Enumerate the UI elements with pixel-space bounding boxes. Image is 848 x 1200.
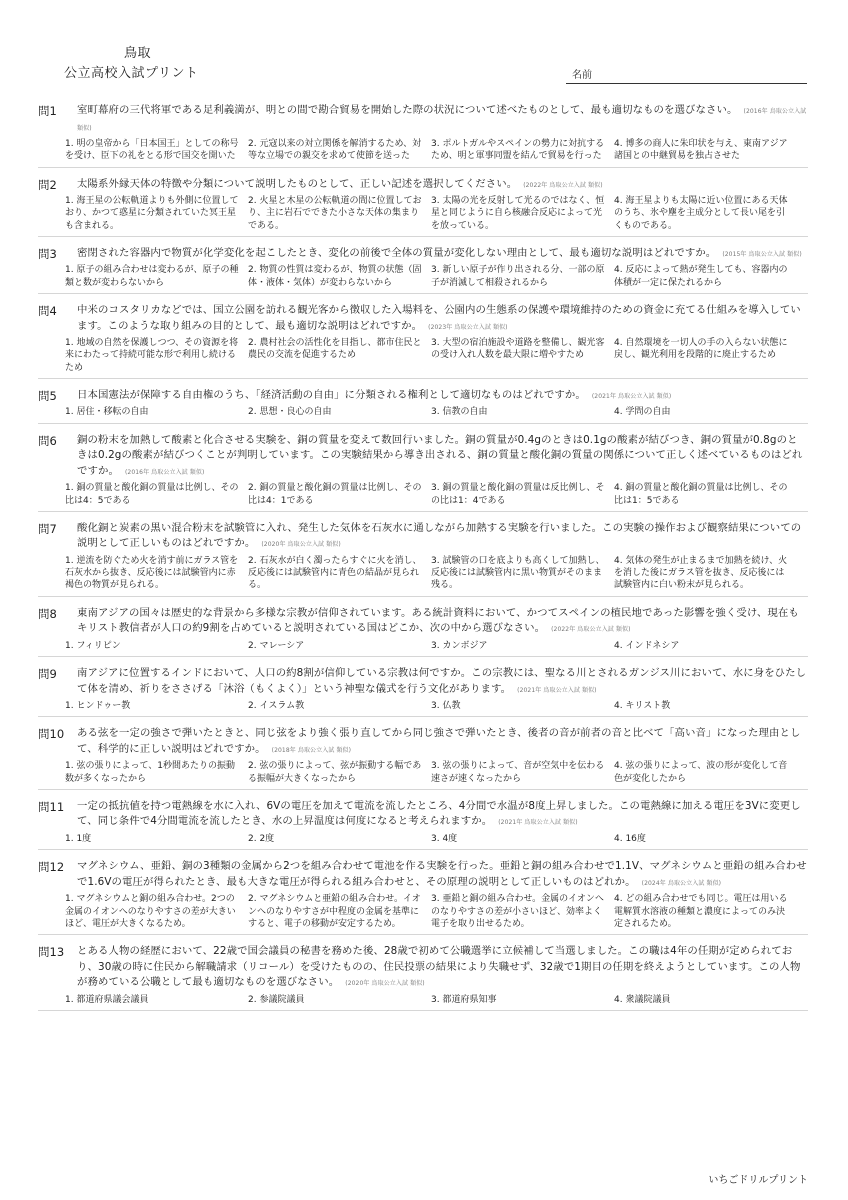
answer-choice-2: 2. 銅の質量と酸化銅の質量は比例し、その比は4：1である [248, 483, 422, 506]
question-block [38, 430, 808, 512]
answer-choice-1: 1. 1度 [65, 833, 92, 844]
choice-row [65, 482, 808, 507]
question-number: 問11 [38, 799, 65, 814]
answer-choice-4: 4. インドネシア [614, 640, 680, 651]
question-source: (2016年 鳥取公立入試 類似) [124, 468, 205, 476]
question-text: 日本国憲法が保障する自由権のうち、「経済活動の自由」に分類される権利として適切なものはどれですか。 [77, 388, 586, 401]
question-source: (2021年 鳥取公立入試 類似) [591, 392, 672, 400]
question-text-block [77, 797, 808, 831]
name-write-line [566, 83, 807, 84]
answer-choice-4: 4. 銅の質量と酸化銅の質量は比例し、その比は1：5である [614, 483, 788, 506]
title-main: 公立高校入試プリント [64, 66, 199, 81]
answer-choice-3: 3. 弦の張りによって、音が空気中を伝わる速さが速くなったから [431, 761, 605, 784]
question-number: 問1 [38, 104, 57, 118]
question-text: 一定の抵抗値を持つ電熱線を水に入れ、6Vの電圧を加えて電流を流したところ、4分間で水温が8度上昇しました。この電熱線に加える電圧を3Vに変更して、同じ条件で4分間電流を流したとき、水の上昇温度は何度になると考えられますか。 [77, 799, 801, 828]
answer-choice-4: 4. 反応によって熱が発生しても、容器内の体積が一定に保たれるから [614, 265, 788, 288]
answer-choice-4: 4. キリスト教 [614, 701, 671, 712]
question-number: 問6 [38, 433, 57, 448]
question-text-block [77, 519, 808, 553]
question-block [38, 856, 808, 935]
question-text-block [77, 244, 808, 263]
answer-choice-3: 3. 太陽の光を反射して光るのではなく、恒星と同じように自ら核融合反応によって光を放っている。 [431, 196, 605, 231]
question-source: (2016年 鳥取公立入試 類似) [77, 108, 807, 132]
choice-row [65, 700, 808, 712]
answer-choice-4: 4. 気体の発生が止まるまで加熱を続け、火を消した後にガラス管を抜き、反応後には試験管内に白い粉末が見られる。 [614, 555, 788, 591]
answer-choice-1: 1. 地域の自然を保護しつつ、その資源を将来にわたって持続可能な形で利用し続けるため [65, 338, 239, 373]
question-list [38, 100, 808, 1017]
answer-choice-2: 2. 思想・良心の自由 [248, 407, 332, 418]
question-text: 銅の粉末を加熱して酸素と化合させる実験を、銅の質量を変えて数回行いました。銅の質量が0.4gのときは0.1gの酸素が結びつき、銅の質量が0.8gのときは0.2gの酸素が結びつくことが判明しています。この実験結果から導き出される、銅の質量と酸化銅の質量の関係について正しく述べているものはどれですか。 [77, 433, 803, 477]
answer-choice-1: 1. 明の皇帝から「日本国王」としての称号を受け、臣下の礼をとる形で国交を開いた [65, 139, 239, 162]
question-text-block [77, 664, 808, 698]
answer-choice-4: 4. どの組み合わせでも同じ。電圧は用いる電解質水溶液の種類と濃度によってのみ決定されるため。 [614, 894, 788, 929]
answer-choice-3: 3. 亜鉛と銅の組み合わせ。金属のイオンへのなりやすさの差が小さいほど、効率よく電子を取り出せるため。 [431, 894, 604, 929]
question-number: 問12 [38, 860, 65, 875]
answer-choice-4: 4. 学問の自由 [614, 407, 671, 418]
question-block [38, 174, 808, 237]
answer-choice-3: 3. 仏教 [431, 701, 461, 712]
answer-choice-3: 3. 試験管の口を底よりも高くして加熱し、反応後には試験管内に黒い物質がそのまま残る。 [431, 555, 605, 591]
question-text: 酸化銅と炭素の黒い混合粉末を試験管に入れ、発生した気体を石灰水に通しながら加熱する実験を行いました。この実験の操作および観察結果についての説明として正しいものはどれですか。 [77, 521, 802, 550]
question-block [38, 100, 808, 168]
title-prefecture: 鳥取 [124, 46, 152, 61]
question-text-block [77, 431, 808, 481]
page-header [0, 0, 848, 95]
question-text: 太陽系外縁天体の特徴や分類について説明したものとして、正しい記述を選択してください。 [77, 177, 518, 190]
answer-choice-1: 1. 都道府県議会議員 [65, 994, 149, 1005]
answer-choice-2: 2. マグネシウムと亜鉛の組み合わせ。イオンへのなりやすさが中程度の金属を基準にすると、電子の移動が安定するため。 [248, 894, 421, 929]
question-block [38, 723, 808, 790]
question-block [38, 385, 808, 424]
choice-row [65, 406, 808, 418]
question-text: マグネシウム、亜鉛、銅の3種類の金属から2つを組み合わせて電池を作る実験を行った。亜鉛と銅の組み合わせで1.1V、マグネシウムと亜鉛の組み合わせで1.6Vの電圧が得られたとき、最も大きな電圧が得られる組み合わせと、その原理の説明として正しいものはどれか。 [77, 860, 807, 888]
question-source: (2024年 鳥取公立入試 類似) [641, 879, 722, 887]
answer-choice-2: 2. 参議院議員 [248, 994, 305, 1005]
answer-choice-1: 1. 弦の張りによって、1秒間あたりの振動数が多くなったから [65, 761, 235, 784]
question-number: 問4 [38, 304, 57, 319]
answer-choice-3: 3. 都道府県知事 [431, 994, 497, 1005]
question-source: (2015年 鳥取公立入試 類似) [722, 250, 802, 258]
question-text: ある弦を一定の強さで弾いたときと、同じ弦をより強く張り直してから同じ強さで弾いたとき、後者の音が前者の音と比べて「高い音」になった理由として、科学的に正しい説明はどれですか。 [77, 727, 801, 755]
answer-choice-1: 1. 逆流を防ぐため火を消す前にガラス管を石灰水から抜き、反応後には試験管内に赤褐色の物質が見られる。 [65, 555, 239, 591]
question-text: 東南アジアの国々は歴史的な背景から多様な宗教が信仰されています。ある統計資料において、かつてスペインの植民地であった影響を強く受け、現在もキリスト教信者が人口の約9割を占めていると説明されている国はどこか、次の中から選びなさい。 [77, 606, 799, 635]
question-block [38, 796, 808, 850]
answer-choice-2: 2. イスラム教 [248, 701, 305, 712]
question-number: 問13 [38, 945, 65, 960]
question-text-block [77, 386, 808, 405]
question-block [38, 518, 808, 597]
question-source: (2021年 鳥取公立入試 類似) [498, 819, 578, 827]
answer-choice-1: 1. フィリピン [65, 640, 121, 651]
question-text-block [77, 724, 808, 758]
question-text-block [77, 942, 808, 992]
question-number: 問7 [38, 521, 57, 536]
question-source: (2022年 鳥取公立入試 類似) [551, 626, 631, 634]
answer-choice-3: 3. 大型の宿泊施設や道路を整備し、観光客の受け入れ人数を最大限に増やすため [431, 338, 605, 361]
choice-row [65, 760, 808, 785]
question-source: (2020年 鳥取公立入試 類似) [345, 980, 425, 988]
question-block [38, 243, 808, 294]
answer-choice-4: 4. 衆議院議員 [614, 994, 671, 1005]
question-text: 南アジアに位置するインドにおいて、人口の約8割が信仰している宗教は何ですか。この宗教には、聖なる川とされるガンジス川において、水に身をひたして体を清め、祈りをささげる「沐浴（もくよく）」という神聖な儀式を行う文化があります。 [77, 667, 807, 695]
question-block [38, 300, 808, 379]
question-block [38, 663, 808, 717]
answer-choice-2: 2. 弦の張りによって、弦が振動する幅である振幅が大きくなったから [248, 761, 422, 784]
answer-choice-3: 3. ポルトガルやスペインの勢力に対抗するため、明と軍事同盟を結んで貿易を行った [431, 139, 605, 162]
answer-choice-4: 4. 博多の商人に朱印状を与え、東南アジア諸国との中継貿易を独占させた [614, 139, 788, 162]
question-block [38, 941, 808, 1011]
answer-choice-2: 2. マレーシア [248, 640, 305, 651]
answer-choice-2: 2. 石灰水が白く濁ったらすぐに火を消し、反応後には試験管内に青色の結晶が見られる。 [248, 555, 422, 591]
answer-choice-3: 3. カンボジア [431, 640, 488, 651]
question-text-block [77, 857, 808, 891]
answer-choice-3: 3. 新しい原子が作り出される分、一部の原子が消滅して相殺されるから [431, 265, 605, 288]
answer-choice-4: 4. 16度 [614, 833, 646, 844]
footer-brand: いちごドリルプリント [708, 1175, 808, 1186]
question-text: 密閉された容器内で物質が化学変化を起こしたとき、変化の前後で全体の質量が変化しない理由として、最も適切な説明はどれですか。 [77, 246, 717, 259]
question-source: (2022年 鳥取公立入試 類似) [523, 181, 603, 189]
answer-choice-3: 3. 4度 [431, 833, 458, 844]
question-text-block [77, 301, 808, 335]
question-number: 問8 [38, 606, 57, 621]
question-number: 問3 [38, 246, 57, 261]
choice-row [65, 640, 808, 652]
choice-row [65, 337, 808, 374]
answer-choice-1: 1. 銅の質量と酸化銅の質量は比例し、その比は4：5である [65, 483, 239, 506]
name-label: 名前 [572, 70, 592, 81]
answer-choice-4: 4. 海王星よりも太陽に近い位置にある天体のうち、氷や塵を主成分として長い尾を引くものである。 [614, 196, 788, 231]
question-number: 問9 [38, 667, 57, 682]
question-source: (2018年 鳥取公立入試 類似) [271, 746, 352, 754]
answer-choice-2: 2. 2度 [248, 833, 275, 844]
choice-row [65, 893, 808, 930]
answer-choice-2: 2. 農村社会の活性化を目指し、都市住民と農民の交流を促進するため [248, 338, 422, 361]
answer-choice-1: 1. 海王星の公転軌道よりも外側に位置しており、かつて惑星に分類されていた冥王星も含まれる。 [65, 196, 239, 231]
answer-choice-3: 3. 信教の自由 [431, 407, 488, 418]
choice-row [65, 195, 808, 232]
question-text: とある人物の経歴において、22歳で国会議員の秘書を務めた後、28歳で初めて公職選挙に立候補して当選しました。この職は4年の任期が定められており、30歳の時に住民から解職請求（リコール）を受けたものの、住民投票の結果により失職せず、32歳で1期目の任期を終えようとしています。この人物が務めている公職として最も適切なものを選びなさい。 [77, 945, 801, 989]
answer-choice-1: 1. ヒンドゥー教 [65, 701, 131, 712]
question-block [38, 603, 808, 657]
question-source: (2020年 鳥取公立入試 類似) [261, 541, 341, 549]
choice-row [65, 264, 808, 289]
answer-choice-1: 1. 居住・移転の自由 [65, 407, 149, 418]
answer-choice-3: 3. 銅の質量と酸化銅の質量は反比例し、その比は1：4である [431, 483, 605, 506]
answer-choice-2: 2. 火星と木星の公転軌道の間に位置しており、主に岩石でできた小さな天体の集まりである。 [248, 196, 422, 231]
answer-choice-2: 2. 物質の性質は変わるが、物質の状態（固体・液体・気体）が変わらないから [248, 265, 422, 288]
question-number: 問5 [38, 388, 57, 403]
answer-choice-1: 1. マグネシウムと銅の組み合わせ。2つの金属のイオンへのなりやすさの差が大きいほど、電圧が大きくなるため。 [65, 894, 236, 929]
answer-choice-4: 4. 弦の張りによって、波の形が変化して音色が変化したから [614, 761, 788, 784]
question-source: (2023年 鳥取公立入試 類似) [428, 323, 508, 331]
choice-row [65, 833, 808, 845]
answer-choice-4: 4. 自然環境を一切人の手の入らない状態に戻し、観光利用を段階的に廃止するため [614, 338, 788, 361]
question-number: 問10 [38, 727, 65, 742]
question-text: 中米のコスタリカなどでは、国立公園を訪れる観光客から徴収した入場料を、公園内の生態系の保護や環境維持のための資金に充てる仕組みを導入しています。このような取り組みの目的として、最も適切な説明はどれですか。 [77, 304, 801, 332]
choice-row [65, 994, 808, 1006]
question-text-block [77, 604, 808, 638]
answer-choice-2: 2. 元寇以来の対立関係を解消するため、対等な立場での親交を求めて使節を送った [248, 139, 422, 162]
choice-row [65, 138, 808, 163]
choice-row [65, 555, 808, 592]
question-text-block [77, 101, 808, 136]
question-source: (2021年 鳥取公立入試 類似) [517, 686, 597, 694]
question-number: 問2 [38, 177, 57, 192]
question-text: 室町幕府の三代将軍である足利義満が、明との間で勘合貿易を開始した際の状況について述べたものとして、最も適切なものを選びなさい。 [77, 104, 738, 116]
answer-choice-1: 1. 原子の組み合わせは変わるが、原子の種類と数が変わらないから [65, 265, 239, 288]
question-text-block [77, 175, 808, 194]
